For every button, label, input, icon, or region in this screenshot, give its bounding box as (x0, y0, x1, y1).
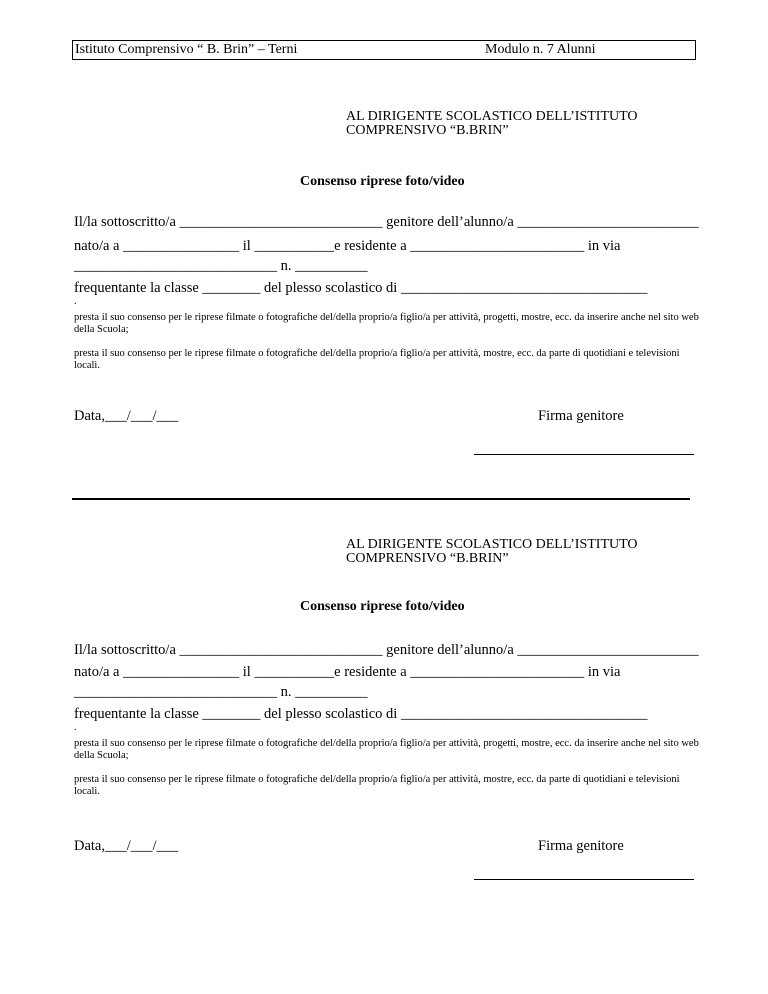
address-line: ____________________________ n. __________ (74, 258, 368, 274)
consent-media: presta il suo consenso per le riprese filmate o fotografiche del/della proprio/a figlio/a per attività, mostre, ecc. da parte di quotidiani e televisioni locali. (74, 348, 680, 371)
date-field: Data,___/___/___ (74, 838, 179, 854)
form-divider (72, 498, 690, 500)
birth-residence-line: nato/a a ________________ il ___________e residente a ________________________ in via (74, 664, 621, 680)
recipient-line-2: COMPRENSIVO “B.BRIN” (346, 123, 509, 138)
recipient-line-1: AL DIRIGENTE SCOLASTICO DELL’ISTITUTO (346, 537, 638, 552)
form-title: Consenso riprese foto/video (300, 174, 465, 189)
signature-label: Firma genitore (538, 408, 624, 424)
date-field: Data,___/___/___ (74, 408, 179, 424)
consent-website: presta il suo consenso per le riprese filmate o fotografiche del/della proprio/a figlio/a per attività, progetti, mostre, ecc. da inserire anche nel sito web della Scuola; (74, 312, 699, 335)
consent-media: presta il suo consenso per le riprese filmate o fotografiche del/della proprio/a figlio/a per attività, mostre, ecc. da parte di quotidiani e televisioni locali. (74, 774, 680, 797)
bullet-dot: . (74, 296, 77, 307)
class-line: frequentante la classe ________ del plesso scolastico di __________________________________ (74, 280, 648, 296)
form-title: Consenso riprese foto/video (300, 599, 465, 614)
class-line: frequentante la classe ________ del plesso scolastico di __________________________________ (74, 706, 648, 722)
declarant-line: Il/la sottoscritto/a ____________________________ genitore dell’alunno/a _________________________ (74, 214, 699, 230)
header-box (72, 40, 696, 60)
recipient-line-2: COMPRENSIVO “B.BRIN” (346, 551, 509, 566)
address-line: ____________________________ n. __________ (74, 684, 368, 700)
signature-line (474, 879, 694, 880)
birth-residence-line: nato/a a ________________ il ___________e residente a ________________________ in via (74, 238, 621, 254)
recipient-line-1: AL DIRIGENTE SCOLASTICO DELL’ISTITUTO (346, 109, 638, 124)
consent-website: presta il suo consenso per le riprese filmate o fotografiche del/della proprio/a figlio/a per attività, progetti, mostre, ecc. da inserire anche nel sito web della Scuola; (74, 738, 699, 761)
module-number: Modulo n. 7 Alunni (485, 42, 596, 57)
signature-line (474, 454, 694, 455)
signature-label: Firma genitore (538, 838, 624, 854)
declarant-line: Il/la sottoscritto/a ____________________________ genitore dell’alunno/a _________________________ (74, 642, 699, 658)
school-name: Istituto Comprensivo “ B. Brin” – Terni (75, 42, 298, 57)
bullet-dot: . (74, 722, 77, 733)
